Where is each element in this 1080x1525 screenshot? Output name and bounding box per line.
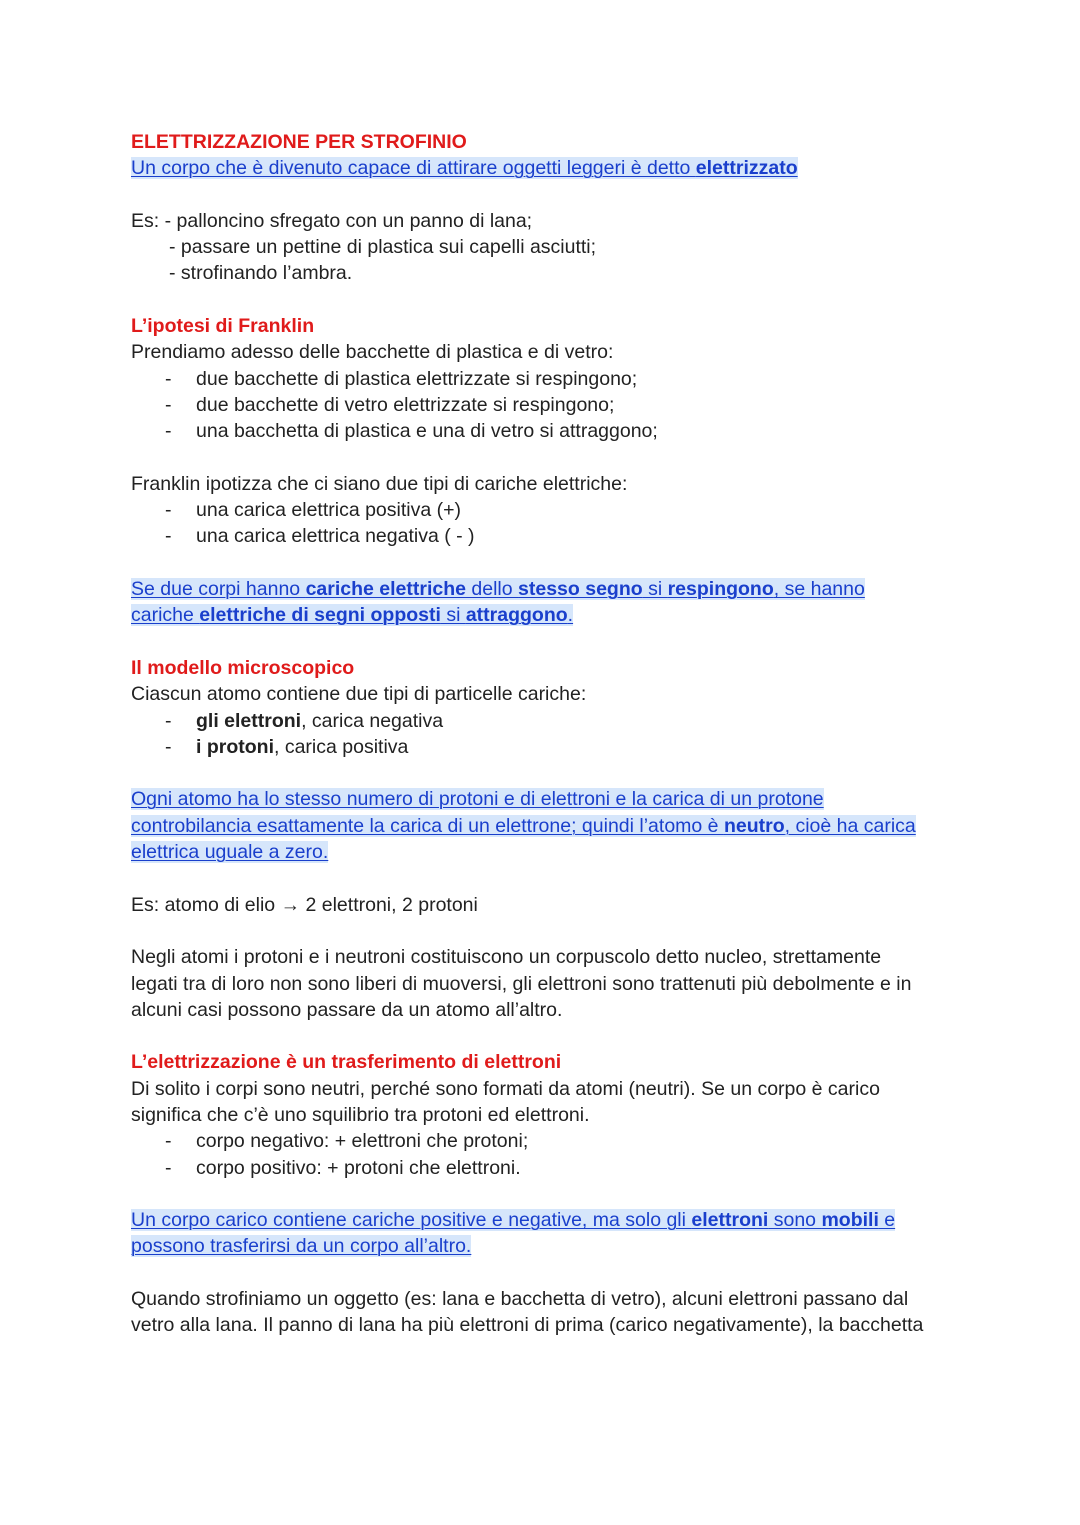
- neutral-line-2: controbilancia esattamente la carica di un elettrone; quindi l’atomo è neutro, cioè ha carica: [131, 814, 916, 837]
- franklin-hypothesis: Franklin ipotizza che ci siano due tipi di cariche elettriche:: [131, 472, 628, 495]
- transfer-intro-1: Di solito i corpi sono neutri, perché sono formati da atomi (neutri). Se un corpo è carico: [131, 1077, 880, 1100]
- mobile-line-2: possono trasferirsi da un corpo all’altro.: [131, 1235, 472, 1258]
- nucleus-line-3: alcuni casi possono passare da un atomo all’altro.: [131, 998, 563, 1021]
- charge-rule-line-1: Se due corpi hanno cariche elettriche dello stesso segno si respingono, se hanno: [131, 578, 865, 601]
- list-item: - corpo positivo: + protoni che elettroni.: [165, 1156, 521, 1179]
- section-title-modello: Il modello microscopico: [131, 656, 355, 679]
- example-line-2: - passare un pettine di plastica sui capelli asciutti;: [169, 236, 597, 259]
- franklin-intro: Prendiamo adesso delle bacchette di plastica e di vetro:: [131, 341, 614, 364]
- closing-line-1: Quando strofiniamo un oggetto (es: lana e bacchetta di vetro), alcuni elettroni passano dal: [131, 1288, 909, 1311]
- section-title-trasferimento: L’elettrizzazione è un trasferimento di elettroni: [131, 1051, 562, 1074]
- list-item: - una bacchetta di plastica e una di vetro si attraggono;: [165, 420, 658, 443]
- neutral-line-3: elettrica uguale a zero.: [131, 841, 329, 864]
- list-item: - gli elettroni, carica negativa: [165, 709, 444, 732]
- list-item: - una carica elettrica negativa ( - ): [165, 525, 475, 548]
- section-title-franklin: L’ipotesi di Franklin: [131, 315, 315, 338]
- document-page: [131, 129, 951, 1339]
- closing-line-2: vetro alla lana. Il panno di lana ha più elettroni di prima (carico negativamente), la bacchetta: [131, 1314, 924, 1337]
- definition-elettrizzato: [131, 155, 951, 181]
- list-item: - due bacchette di plastica elettrizzate si respingono;: [165, 367, 638, 390]
- nucleus-line-1: Negli atomi i protoni e i neutroni costituiscono un corpuscolo detto nucleo, strettamente: [131, 946, 882, 969]
- list-item: - una carica elettrica positiva (+): [165, 499, 461, 522]
- definition-text: Un corpo che è divenuto capace di attirare oggetti leggeri è detto: [131, 157, 696, 180]
- transfer-intro-2: significa che c’è uno squilibrio tra protoni ed elettroni.: [131, 1103, 590, 1126]
- charge-rule-line-2: cariche elettriche di segni opposti si attraggono.: [131, 604, 574, 627]
- nucleus-line-2: legati tra di loro non sono liberi di muoversi, gli elettroni sono trattenuti più debolmente e in: [131, 972, 912, 995]
- definition-keyword: elettrizzato: [695, 157, 798, 180]
- mobile-line-1: Un corpo carico contiene cariche positive e negative, ma solo gli elettroni sono mobili e: [131, 1209, 896, 1232]
- example-line-1: Es: - palloncino sfregato con un panno di lana;: [131, 209, 533, 232]
- list-item: - i protoni, carica positiva: [165, 735, 409, 758]
- helium-example: Es: atomo di elio → 2 elettroni, 2 protoni: [131, 893, 478, 916]
- modello-intro: Ciascun atomo contiene due tipi di particelle cariche:: [131, 683, 587, 706]
- section-title-strofinio: ELETTRIZZAZIONE PER STROFINIO: [131, 131, 467, 153]
- neutral-line-1: Ogni atomo ha lo stesso numero di protoni e di elettroni e la carica di un protone: [131, 788, 824, 811]
- list-item: - due bacchette di vetro elettrizzate si respingono;: [165, 393, 615, 416]
- list-item: - corpo negativo: + elettroni che protoni;: [165, 1130, 529, 1153]
- example-line-3: - strofinando l’ambra.: [169, 262, 353, 285]
